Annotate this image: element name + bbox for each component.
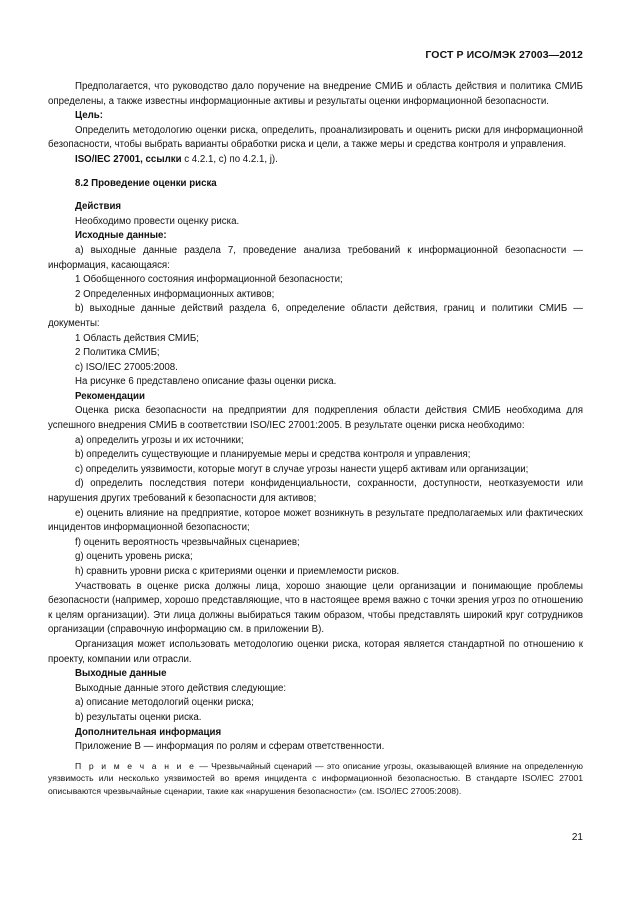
input-item-b1: 1 Область действия СМИБ; <box>75 332 199 344</box>
additional-info-label: Дополнительная информация <box>75 726 222 738</box>
note-text: — Чрезвычайный сценарий — это описание угрозы, оказывающей влияние на определенную уязвимость или несколько уязвимостей во время инцидента с информационной безопасностью. В стандарте ISO/IEC 27001 описываются чрезвычайные сценарии, такие как «нарушения безопасности» (см. ISO/IEC 27005:2008). <box>48 760 583 796</box>
note <box>48 760 583 798</box>
recommendations-text: Оценка риска безопасности на предприятии для подкрепления области действия СМИБ необходима для успешного внедрения СМИБ в соответствии ISO/IEC 27001:2005. В результате оценки риска необходимо: <box>48 405 583 432</box>
recommendation-item-a: a) определить угрозы и их источники; <box>75 434 244 446</box>
additional-info-text: Приложение В — информация по ролям и сферам ответственности. <box>75 741 385 753</box>
recommendation-item-b: b) определить существующие и планируемые меры и средства контроля и управления; <box>75 449 471 461</box>
actions-text: Необходимо провести оценку риска. <box>75 215 240 227</box>
recommendation-item-e: e) оценить влияние на предприятие, которое может возникнуть в результате предполагаемых или фактических инцидентов информационной безопасности; <box>48 507 583 534</box>
goal-label: Цель: <box>75 110 103 122</box>
standard-reference-rest: с 4.2.1, с) по 4.2.1, j). <box>181 153 278 165</box>
actions-label: Действия <box>75 201 122 213</box>
methodology-paragraph: Организация может использовать методологию оценки риска, которая является стандартной по отношению к проекту, компании или отрасли. <box>48 638 583 665</box>
output-label: Выходные данные <box>75 668 167 680</box>
section-title: 8.2 Проведение оценки риска <box>75 177 217 189</box>
input-item-a: а) выходные данные раздела 7, проведение анализа требований к информационной безопасности — информация, касающаяся: <box>48 244 583 271</box>
recommendation-item-g: g) оценить уровень риска; <box>75 551 193 563</box>
note-label: П р и м е ч а н и е <box>75 760 197 771</box>
input-item-b2: 2 Политика СМИБ; <box>75 347 160 359</box>
output-item-b: b) результаты оценки риска. <box>75 711 202 723</box>
input-item-b: b) выходные данные действий раздела 6, определение области действия, границ и политики СМИБ — документы: <box>48 303 583 329</box>
input-item-c: с) ISO/IEC 27005:2008. <box>75 361 178 373</box>
recommendation-item-c: c) определить уязвимости, которые могут в случае угрозы нанести ущерб активам или организации; <box>75 463 529 475</box>
figure-reference: На рисунке 6 представлено описание фазы оценки риска. <box>75 376 337 388</box>
participants-paragraph: Участвовать в оценке риска должны лица, хорошо знающие цели организации и понимающие проблемы безопасности (например, хорошо представляющие, что в настоящее время важно с точки зрения угроз по отношению к целям организации). Эти лица должны выбираться таким образом, чтобы представлять широкий круг сотрудников организации (справочную информацию см. в приложении В). <box>48 580 583 636</box>
standard-reference <box>48 153 583 168</box>
input-label: Исходные данные: <box>75 230 167 242</box>
recommendation-item-h: h) сравнить уровни риска с критериями оценки и приемлемости рисков. <box>75 566 400 577</box>
document-body <box>48 80 583 798</box>
standard-reference-bold: ISO/IEC 27001, ссылки <box>75 153 182 165</box>
recommendations-label: Рекомендации <box>75 390 145 402</box>
document-header-title: ГОСТ Р ИСО/МЭК 27003—2012 <box>425 49 583 61</box>
output-text: Выходные данные этого действия следующие: <box>75 682 287 694</box>
goal-text: Определить методологию оценки риска, определить, проанализировать и оценить риски для информационной безопасности, чтобы выбрать варианты обработки риска и цели, а также меры и средства контроля и управления. <box>48 124 583 151</box>
recommendation-item-d: d) определить последствия потери конфиденциальности, сохранности, доступности, неотказуемости или нарушения других требований к безопасности для активов; <box>48 478 583 505</box>
recommendation-item-f: f) оценить вероятность чрезвычайных сценариев; <box>75 536 300 548</box>
input-item-a2: 2 Определенных информационных активов; <box>75 288 275 300</box>
output-item-a: а) описание методологий оценки риска; <box>75 697 254 709</box>
input-item-a1: 1 Обобщенного состояния информационной безопасности; <box>75 274 343 286</box>
intro-paragraph: Предполагается, что руководство дало поручение на внедрение СМИБ и область действия и политика СМИБ определены, а также известны информационные активы и результаты оценки информационной безопасности. <box>48 81 583 107</box>
page-number: 21 <box>571 832 583 843</box>
